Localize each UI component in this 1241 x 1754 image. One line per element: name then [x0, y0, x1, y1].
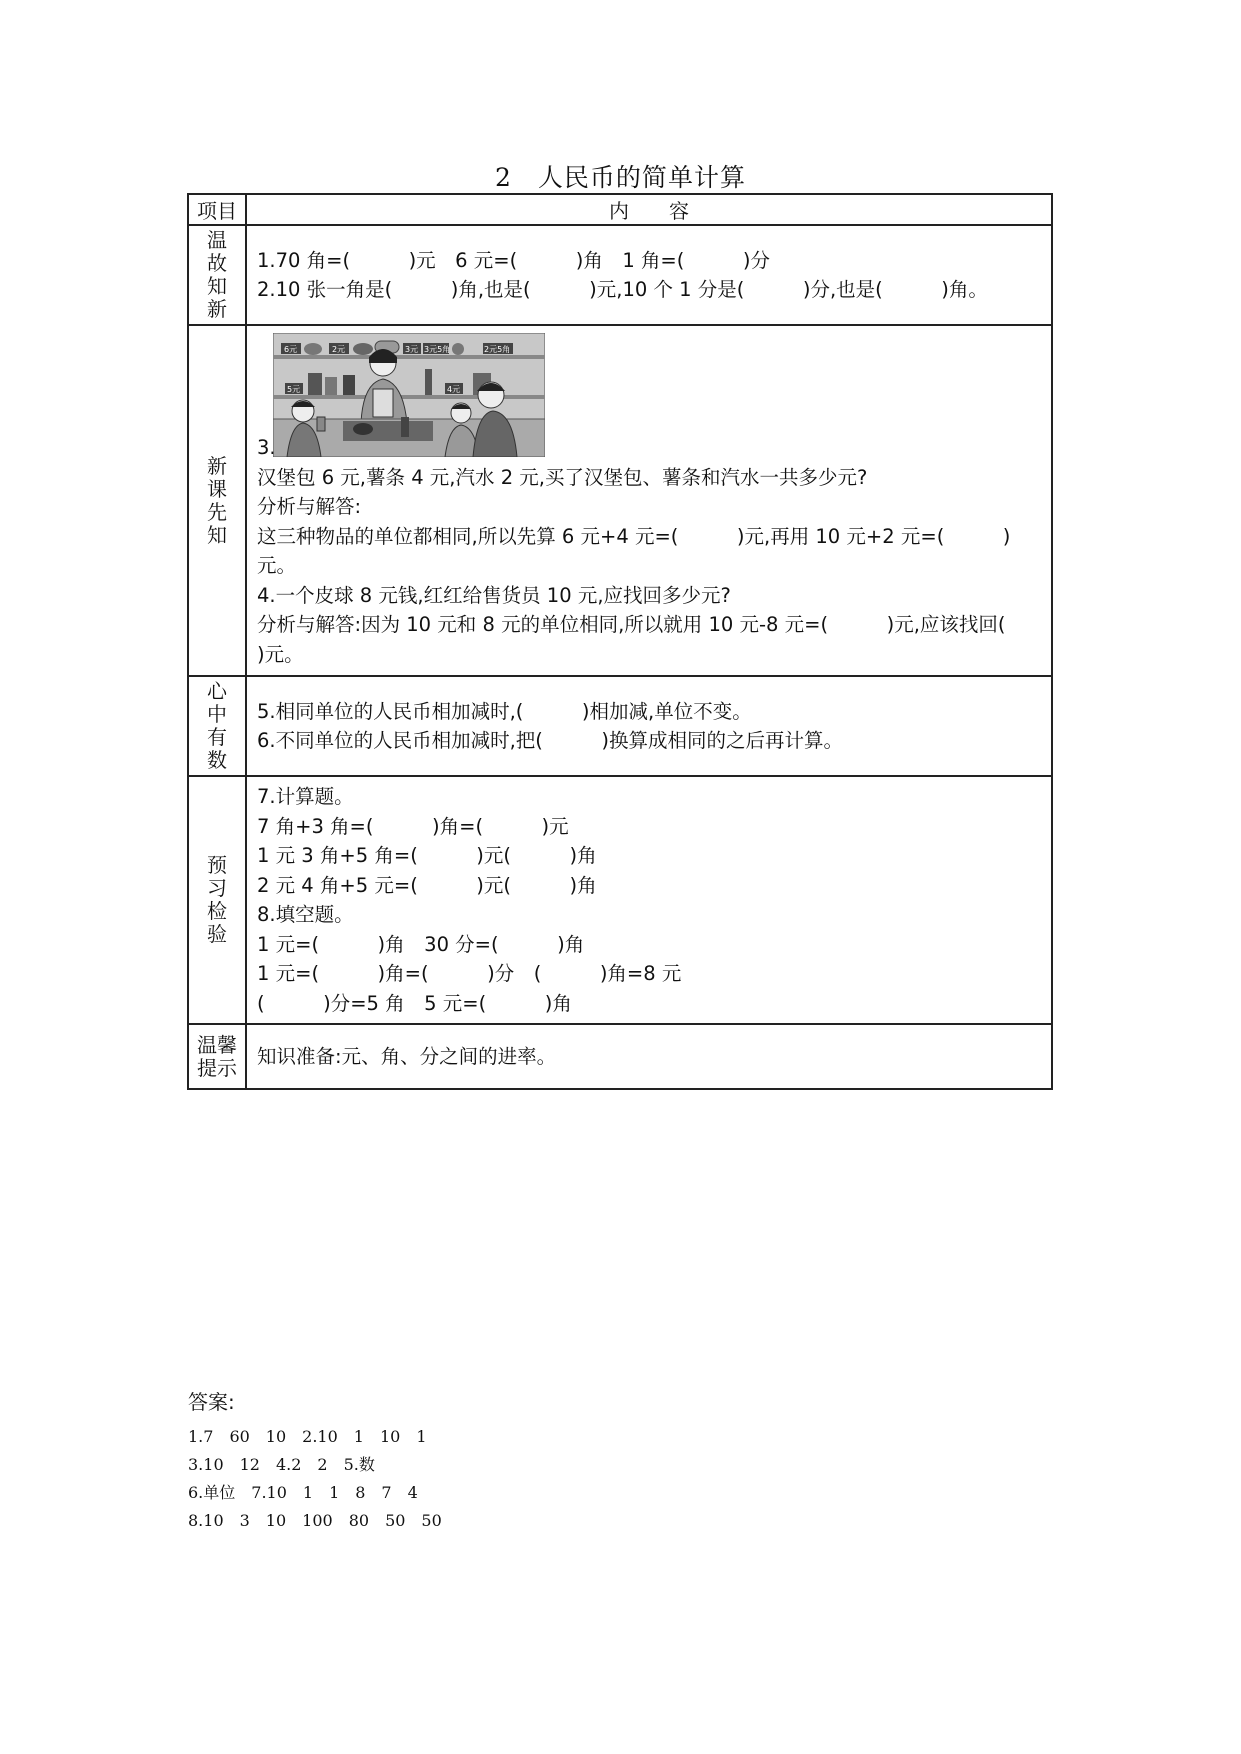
analysis-line: 分析与解答:因为 10 元和 8 元的单位相同,所以就用 10 元-8 元=( )元,应该找回(: [257, 613, 1006, 636]
section-content: [246, 676, 1052, 776]
price-tag: 2元: [332, 345, 346, 354]
analysis-label: 分析与解答:: [257, 495, 362, 518]
answer-line: 6.单位 7.10 1 1 8 7 4: [188, 1483, 418, 1502]
header-content: 内 容: [246, 194, 1052, 225]
section-label: 新 课 先 知: [188, 325, 246, 676]
exercise-line: 1 元 3 角+5 角=( )元( )角: [257, 844, 597, 867]
analysis-line: 这三种物品的单位都相同,所以先算 6 元+4 元=( )元,再用 10 元+2 元=( ): [257, 524, 1011, 548]
exercise-line: 7 角+3 角=( )角=( )元: [257, 814, 569, 838]
tip-text: 知识准备:元、角、分之间的进率。: [257, 1044, 557, 1068]
shop-scene-illustration: [273, 333, 545, 457]
price-tag: 5元: [287, 385, 301, 394]
table-header-row: [188, 194, 1052, 225]
question-6: 6.不同单位的人民币相加减时,把( )换算成相同的之后再计算。: [257, 729, 844, 752]
question-5: 5.相同单位的人民币相加减时,( )相加减,单位不变。: [257, 699, 752, 723]
exercise-line: 1 元=( )角 30 分=( )角: [257, 932, 585, 956]
price-tag: 6元: [284, 345, 298, 354]
section-key-points: [188, 676, 1052, 776]
section-label: 心 中 有 数: [188, 676, 246, 776]
price-tag: 2元5角: [484, 345, 511, 354]
question-4: 4.一个皮球 8 元钱,红红给售货员 10 元,应找回多少元?: [257, 583, 731, 607]
section-content: [246, 325, 1052, 676]
question-3: 汉堡包 6 元,薯条 4 元,汽水 2 元,买了汉堡包、薯条和汽水一共多少元?: [257, 465, 868, 489]
section-new-lesson: [188, 325, 1052, 676]
section-content: [246, 1024, 1052, 1089]
section-tips: [188, 1024, 1052, 1089]
section-label: 温馨 提示: [188, 1024, 246, 1089]
price-tag: 4元: [447, 385, 461, 394]
price-tag: 3元5角: [424, 345, 451, 354]
exercise-line: 1 元=( )角=( )分 ( )角=8 元: [257, 962, 682, 985]
answer-key: [188, 1386, 442, 1535]
analysis-line: 元。: [257, 554, 297, 577]
question-3-number: 3.: [257, 436, 276, 459]
worksheet-table: [187, 193, 1053, 1090]
section-review: [188, 225, 1052, 325]
exercise-line: 2 元 4 角+5 元=( )元( )角: [257, 873, 597, 897]
answer-line: 8.10 3 10 100 80 50 50: [188, 1511, 442, 1530]
question-2: 2.10 张一角是( )角,也是( )元,10 个 1 分是( )分,也是( )角。: [257, 278, 988, 301]
analysis-line: )元。: [257, 642, 304, 666]
question-1: 1.70 角=( )元 6 元=( )角 1 角=( )分: [257, 248, 770, 272]
price-tag: 3元: [405, 345, 419, 354]
question-8: 8.填空题。: [257, 903, 354, 926]
section-label: 温 故 知 新: [188, 225, 246, 325]
section-content: [246, 225, 1052, 325]
section-content: [246, 776, 1052, 1024]
section-preview-check: [188, 776, 1052, 1024]
answer-line: 3.10 12 4.2 2 5.数: [188, 1455, 375, 1474]
question-7: 7.计算题。: [257, 785, 354, 808]
answer-line: 1.7 60 10 2.10 1 10 1: [188, 1427, 427, 1446]
header-project: 项目: [188, 194, 246, 225]
answer-heading: 答案:: [188, 1390, 235, 1414]
section-label: 预 习 检 验: [188, 776, 246, 1024]
page-title: 2 人民币的简单计算: [495, 163, 746, 192]
exercise-line: ( )分=5 角 5 元=( )角: [257, 991, 572, 1015]
